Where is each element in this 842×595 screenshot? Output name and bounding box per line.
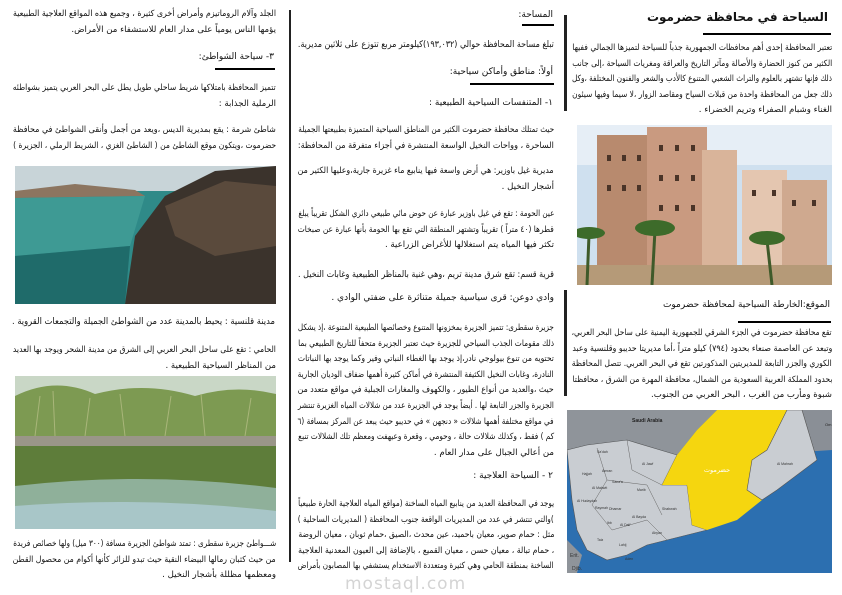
hami-paragraph	[11, 343, 276, 374]
natural-heading: ١- المتنفسات السياحية الطبيعية :	[428, 98, 553, 108]
map-label-region: Hajjah	[582, 472, 592, 476]
text-line: وتبعد عن العاصمة صنعاء بحدود (٧٩٤) كيلو متراً ،أما مديريتا حديبو وقلنسية وعبد	[572, 343, 832, 354]
text-line: ذلك مقومات الجذب السياحي للجزيرة حيث تعتبر الجزيرة متحفاً للتاريخ الطبيعي بما	[297, 338, 554, 349]
map-label-region: Al Hudaydah	[577, 499, 598, 503]
map-label-oman: Om	[825, 422, 832, 427]
beaches-paragraph	[11, 81, 276, 112]
shibam-buildings-photo	[577, 125, 832, 285]
text-line: تحتويه من تنوع بيولوجي نادر،إذ يوجد بها الغطاء النباتي وفير وكما يوجد بها النباتات	[297, 354, 554, 365]
map-label-region: Al Mahrah	[777, 462, 793, 466]
page-title: السياحة في محافظة حضرموت	[646, 10, 828, 24]
text-line: الكثير من كنوز الحضارة والأصالة ومآثر التاريخ والعراقة ومغريات السياحة ،إلى جانب	[572, 58, 832, 69]
places-heading: أولاً: مناطق وأماكن سياحية:	[449, 67, 553, 77]
map-label-region: Marib	[637, 488, 646, 492]
text-line: ، حمام تبالة ، معيان حسن ، معيان القميع ، بالإضافة إلى العيون المعدنية العلاجية	[298, 545, 554, 556]
text-line: من أعالي الجبال على مدار العام .	[433, 447, 554, 458]
therapy-continued-paragraph	[11, 7, 276, 38]
location-paragraph	[570, 326, 832, 404]
text-line: يؤمها الناس يومياً على مدار العام للاستشفاء من الأمراض.	[71, 24, 276, 35]
text-line: )والتي تنتشر في عدد من المديريات الواقعة جنوب المحافظة ( المديريات الساحلية )	[297, 514, 554, 525]
text-line: ذلك جعل من المحافظة واحدة من قبلات السياح ومقاصد الزوار ،لا سيما وفيها سيئون	[571, 89, 832, 100]
places-underline	[470, 83, 554, 85]
text-line: شبوة ومأرب من الغرب ، البحر العربي من الجنوب.	[651, 390, 832, 401]
map-label-region: Al Jawf	[642, 462, 654, 466]
text-line: الحامي : تقع على ساحل البحر العربي إلى الشرق من مدينة الشحر ويوجد بها العديد	[12, 345, 276, 355]
socotra-beaches-paragraph	[11, 537, 276, 584]
text-line: تقع محافظة حضرموت في الجزء الشرقي للجمهورية اليمنية على ساحل البحر العربي،	[571, 328, 832, 338]
location-heading: الموقع:الخارطة السياحية لمحافظة حضرموت	[662, 300, 830, 310]
therapy-paragraph	[296, 497, 554, 575]
map-label-saudi: Saudi Arabia	[632, 418, 663, 424]
text-line: من حيث كثبان رمالها البيضاء النقية حيث تبدو للزائر كأنها أكوام من محصول القطن	[12, 554, 276, 565]
hot-spring-pool-photo	[15, 376, 276, 529]
text-line: حضرموت ،ويتكون موقع الشاطئ من ( الشاطئ الغزي ، الشريط الرملي ، الجزيرة )	[13, 140, 276, 151]
intro-paragraph	[570, 41, 832, 119]
qasm-text: قرية قسم: تقع شرق مدينة تريم ،وهي غنية بالمناظر الطبيعية وغابات النخيل .	[298, 270, 554, 280]
text-line: الساخنة بمنطقة الحامي وهي كثيرة ومتعددة الاستخدام يستشفي بها المصابون بأمراض	[298, 561, 554, 572]
text-line: من المناظر السياحية الطبيعية .	[165, 360, 276, 371]
socotra-paragraph	[296, 321, 554, 461]
text-line: حيث تمتلك محافظة حضرموت الكثير من المناطق السياحية المتميزة بطبيعتها الجميلة	[298, 125, 554, 135]
text-line: عين الحومة : تقع في غيل باوزير عبارة عن حوض مائي طبيعي دائري الشكل تقريباً يبلغ	[298, 209, 554, 219]
text-line: الكوري والجزر التابعة للمديريتين المذكورتين تقع في البحر العربي. تتصل المحافظة	[572, 359, 832, 370]
column-divider-right-top	[564, 15, 567, 111]
hawma-paragraph	[296, 207, 554, 254]
text-line: يوجد في المحافظة العديد من ينابيع المياه الساخنة (مواقع المياه العلاجية الحارة طبيعياً	[298, 499, 554, 509]
map-label-region: Al Mahwit	[592, 486, 608, 490]
text-line: بحدود المملكة العربية السعودية من الشمال، محافظة المهرة من الشرق ، محافظتا	[571, 374, 832, 385]
text-line: الجلد وآلام الروماتيزم وأمراض أخرى كثيرة ، وجميع هذه المواقع العلاجية الطبيعية	[13, 9, 276, 19]
area-text: تبلغ مساحة المحافظة حوالي (١٩٣,٠٣٢)كيلومتر مربع تتوزع على ثلاثين مديرية.	[298, 40, 554, 50]
map-label-region: Sana'a	[612, 480, 623, 484]
text-line: حيث ،والعديد من أنواع الطيور ، والكهوف والمغارات الجبلية في مواقع متعدد من	[298, 385, 554, 396]
text-line: النادرة، وغابات النخيل الكثيفة المنتشرة في أماكن كثيرة أهمها ضفاف الوديان الجارية	[297, 369, 554, 380]
doan-text: وادي دوعن: قرى سياسية جميلة متناثرة على ضفتي الوادي .	[331, 293, 554, 303]
text-line: في مواقع مختلفة أهمها شلالات « دنجهن » في حديبو حيث يبعد عن المركز بمسافة (٦	[297, 416, 554, 427]
text-line: مديرية غيل باوزير: هي أرض واسعة فيها ينابيع ماء غزيرة جارية،وعليها الكثير من	[297, 166, 554, 176]
text-line: تعتبر المحافظة إحدى أهم محافظات الجمهورية جذباً للسياحة لتميزها الجمالي ففيها	[571, 43, 832, 53]
map-label-region: Shabwah	[662, 507, 677, 511]
text-line: ومعظمها مظللة بأشجار النخيل .	[162, 570, 276, 581]
text-line: جزيرة سقطرى: تتميز الجزيرة بمخزونها المتنوع وخصائصها الطبيعية المتنوعة ،إذ يشكل	[298, 323, 554, 333]
sharma-beach-photo	[15, 166, 276, 304]
yemen-map	[567, 410, 832, 573]
sharma-paragraph	[11, 123, 276, 154]
ghayl-paragraph	[296, 164, 554, 195]
text-line: الجزيرة والجزر التابعة لها . أيضاً يوجد في الجزيرة عدد من شلالات المياه الغزيرة تنتشر	[298, 400, 554, 411]
map-label-region: Djib.	[572, 566, 583, 572]
map-label-region: Abyan	[652, 531, 662, 535]
text-line: الرملية الجذابة :	[218, 98, 276, 109]
text-line: مثل : حمام صوير، معيان باحميد، عين محدث ،الصيق ،حمام ثوبان ، معيان الروضة	[297, 530, 554, 541]
map-label-region: Sa'dah	[597, 450, 608, 454]
map-label-region: Amran	[602, 469, 613, 473]
natural-paragraph	[296, 123, 554, 154]
map-label-region: Erit.	[570, 553, 579, 559]
map-label-region: Raymah	[595, 506, 609, 510]
text-line: ذلك فإنها تشتهر بالعلوم والتراث الشعبي المتنوع كالأدب والشعر والفنون المختلفة ،وكل	[571, 74, 832, 85]
therapy-heading: ٢ - السياحة العلاجية :	[473, 471, 553, 481]
map-label-region: Ibb	[607, 521, 612, 525]
text-line: كم ) فقط ، وكذلك شلالات حالة ، وحومي ، وقعرة وعيهفت ومعظم تلك الشلالات تنبع	[297, 432, 554, 443]
map-label-region: Al Dali'	[620, 523, 631, 527]
map-label-region: Lahij	[619, 543, 627, 547]
location-underline	[738, 321, 831, 323]
map-label-region: Dhamar	[609, 507, 622, 511]
beaches-underline	[215, 68, 275, 70]
map-label-region: Al Bayda	[632, 515, 647, 519]
text-line: تتميز المحافظة بامتلاكها شريط ساحلي طويل يطل على البحر العربي يتميز بشواطئه	[13, 83, 276, 93]
beaches-heading: ٣- سياحة الشواطئ:	[198, 52, 274, 62]
text-line: قطرها (٤٠ متراً ) تقريباً وتشتهر المنطقة التي تقع بها الحومة بأنها عبارة عن صبخات	[297, 224, 554, 235]
map-label-hadramout: حضرموت	[703, 466, 731, 474]
text-line: تكثر فيها المياه يتم استغلالها للأغراض الزراعية .	[384, 240, 554, 251]
map-label-region: Taiz	[597, 538, 604, 542]
text-line: أشجار النخيل .	[501, 181, 554, 192]
watermark: mostaql.com	[345, 574, 467, 594]
area-underline	[522, 24, 554, 26]
text-line: شاطئ شرمة : يقع بمديرية الديس ،ويعد من أجمل وأنقى الشواطئ في محافظة	[13, 125, 276, 135]
area-heading: المساحة:	[518, 10, 553, 20]
text-line: الساحرة ، وواحات النخيل الواسعة المنتشرة في أجزاء متفرقة من المحافظة:	[298, 140, 554, 151]
qalansiya-text: مدينة قلنسية : يحيط بالمدينة عدد من الشواطئ الجميلة والتجمعات القروية .	[11, 317, 275, 327]
map-label-region: Aden	[625, 557, 634, 561]
text-line: الغناء وشبام الصفراء وتريم الخضراء .	[698, 105, 832, 116]
column-divider-right-mid	[564, 290, 567, 396]
text-line: شـــواطئ جزيرة سقطرى : تمتد شواطئ الجزيرة مسافة (٣٠٠ ميل) ولها خصائص فريدة	[13, 539, 276, 549]
title-underline	[703, 33, 831, 35]
column-divider-left	[289, 10, 291, 562]
